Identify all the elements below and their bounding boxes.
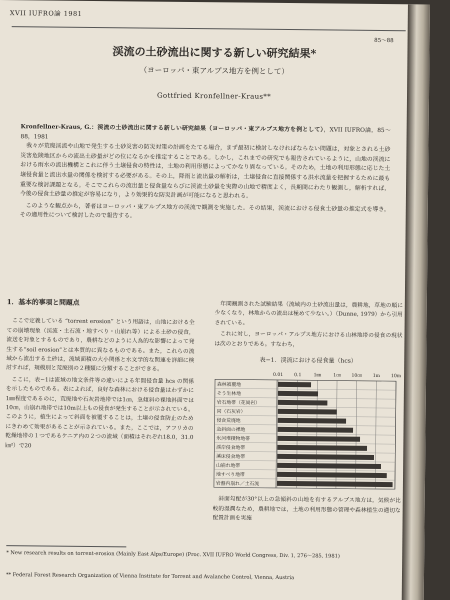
table-row-divider xyxy=(214,479,395,481)
table-row-label: 渓岸侵食地帯 xyxy=(216,446,246,452)
scale-label: 1㎝ xyxy=(333,373,341,380)
abstract-text: 我々が荒廃渓流や山地で発生する土砂災害の防災対策の計画をたてる場合，まず最初に検討しなければならない問題は，対象とされる土砂災害危険地区からの流出土砂量がどの位になるかを推定することである。しかし，これまでの研究でも報告されているように，山地の渓流における雨水の流出機構とこれに伴う土壌侵食の特性は，土地の利用形態によってかなり異なっている。そのため，土地の利用形態に応じた土壌侵食量と流出水量の関係を検討する必要がある。その上，降雨と流出量の解析は，土壌侵食に直接関係する洪水流量を把握するために最も重要な検討課題となる。そこでこれらの流出量と侵食量ならびに渓流土砂量を実際の山地で精度よく，長期間にわたり観測し，解析すれば，今後の侵食土砂量の推定が容易になり，より効果的な防災計画が可能になると思われる。 xyxy=(19,143,391,200)
table-row-label: 森林被覆地 xyxy=(216,383,241,389)
scale-label: 10㎝ xyxy=(351,374,362,380)
left-paragraph-1: ここで定義している “torrent erosion” という用語は，山地における全ての崩壊現象（渓流・土石流・地すべり・山崩れ等）による土砂の侵食，流送を対象とするものであり，農耕などのように人為的な影響によって発生する“soil erosion”とは本質的に異なるものである。また，これらの流域から流出する土砂は，流域面積の大小関係と水文学的な関連を詳細に検討すれば，規模別と荒廃別の２種類に分類することができる。 xyxy=(6,318,195,374)
body-columns xyxy=(4,298,407,562)
table-row-label: 同（石灰岩） xyxy=(216,410,246,416)
table-row-divider xyxy=(214,434,395,436)
table-row-label: 岩石地帯（花崗岩） xyxy=(216,401,260,407)
left-column xyxy=(5,298,195,455)
footnote-2: ** Federal Forest Research Organization of Vienna Institute for Torrent and Avalanche Control, Vienna, Austria xyxy=(5,572,295,582)
left-paragraph-2: ここに，表−1は流域の地文条件等の違いによる年間侵食量 hcs の関係を示したものである。表によれば，良好な森林における侵食量はわずかに1㎜程度であるのに，荒廃地や石灰岩地帯では1㎝，急傾斜の裸地斜面では10㎝，山崩れ地帯では10m以上もの侵食が発生することが示されている。このように，植生によって斜面を被覆することは，土壌の侵食防止のためにきわめて効果があることが示されている。また，ここでは，アフリカの乾燥地帯の１つであるケニア内の２つの流域（面積はそれぞれ18.0，31.0㎞²）で20 xyxy=(5,376,195,450)
section-heading: 1．基本的事項と問題点 xyxy=(6,298,80,307)
erosion-table xyxy=(213,355,402,497)
article-subtitle: （ヨーロッパ・東アルプス地方を例として） xyxy=(139,65,289,77)
erosion-bar xyxy=(277,463,381,469)
scale-label: 1m xyxy=(372,374,381,380)
running-head: XVII IUFRO論 1981 xyxy=(9,9,83,18)
erosion-table-graphic xyxy=(213,368,402,498)
table-row-label: そう生林地 xyxy=(216,392,241,398)
table-row-divider xyxy=(214,452,395,454)
citation-tail: ，XVII IUFRO論，85〜88，1981 xyxy=(20,127,391,141)
right-column xyxy=(213,300,403,528)
erosion-bar xyxy=(278,382,311,387)
table-row-label: 溪床侵食地帯 xyxy=(216,455,246,461)
table-row-label: 山崩れ地帯 xyxy=(216,464,241,470)
table-row-divider xyxy=(214,488,395,490)
table-row-label: 氷河堆積物地帯 xyxy=(216,437,251,443)
erosion-bar xyxy=(278,400,328,406)
right-paragraph-2: これに対し，ヨーロッパ・アルプス地方における山林地帯の侵食の現状は次のとおりである。すなわち， xyxy=(214,331,403,348)
table-row-divider xyxy=(215,407,396,409)
erosion-bar xyxy=(278,391,318,396)
table-row-divider xyxy=(215,425,396,427)
table-row-divider xyxy=(214,461,395,463)
right-paragraph-1: 年間観測された試験結果（流域内の土砂流出量は，農耕地，草地の順に少なくなり，林地からの流出は極めて少ない。）（Dunne, 1979）から引用されている。 xyxy=(214,301,403,327)
abstract xyxy=(20,123,391,227)
erosion-bar xyxy=(277,472,387,478)
table-row-divider xyxy=(214,470,395,472)
scale-label: 0.01 xyxy=(272,373,284,379)
citation-title: 渓流の土砂流出に関する新しい研究結果（ヨーロッパ・東アルプス地方を例として） xyxy=(97,125,324,134)
erosion-bar xyxy=(278,418,346,424)
table-row-label: 地すべり地帯 xyxy=(216,473,245,479)
right-paragraph-3: 斜面勾配が30°以上の急傾斜の山地を有するアルプス地方は，気候が比較的湿潤なため，農耕地では，土地の利用形態の管理や森林植生の適切な配置計画を実施 xyxy=(212,496,401,522)
table-title: 表−1．渓流における侵食量（hcs） xyxy=(259,356,357,365)
scale-label: 1㎜ xyxy=(313,373,322,379)
table-row-label: 侵食荒廃地 xyxy=(216,419,241,425)
erosion-bar xyxy=(277,436,360,442)
article-author: Gottfried Kronfellner-Kraus** xyxy=(157,91,271,101)
table-row-divider xyxy=(215,416,396,418)
footnote-1: * New research results on torrent-erosion (Mainly East Alps/Europe) (Proc. XVII IUFRO World Congress, Div. 1, 276〜285, 1981) xyxy=(6,550,340,560)
citation-lead: Kronfellner-Kraus, G.： xyxy=(20,124,98,132)
erosion-bar xyxy=(277,445,367,451)
erosion-bar xyxy=(278,409,337,415)
table-row-label: 岩盤内崩れ／土石流 xyxy=(215,482,260,488)
scale-label: 0.1 xyxy=(294,373,302,379)
page-range: 85〜88 xyxy=(374,37,394,45)
abstract-text-2: このような観点から，著者はヨーロッパ・東アルプス地方の渓流で観測を実施した。その結果，渓流における侵食土砂量の推定式を導き，その適用性について検討したので報告する。 xyxy=(19,203,390,220)
table-row-label: 急斜面の裸地 xyxy=(216,428,246,434)
scale-label: 10m xyxy=(390,374,402,380)
table-row-divider xyxy=(215,398,396,400)
erosion-bar xyxy=(277,454,374,460)
header-rule xyxy=(12,26,406,31)
table-row-divider xyxy=(215,389,396,391)
article-title: 渓流の土砂流出に関する新しい研究結果* xyxy=(112,45,317,61)
table-row-divider xyxy=(214,443,395,445)
erosion-bar xyxy=(277,427,353,433)
